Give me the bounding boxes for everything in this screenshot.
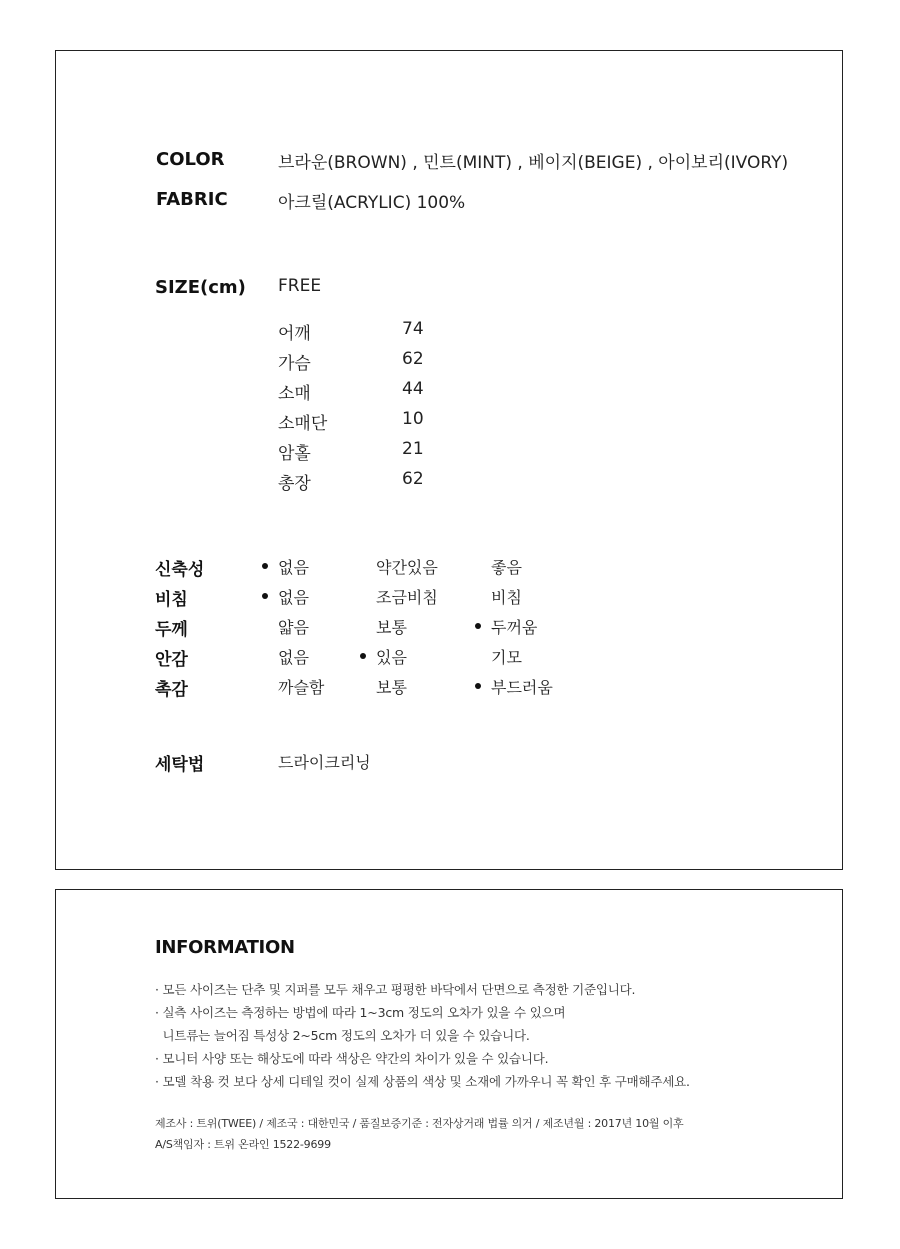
measurement-value: 62 bbox=[402, 349, 424, 369]
measurement-name: 암홀 bbox=[278, 444, 311, 464]
measurement-name: 어깨 bbox=[278, 324, 311, 344]
property-option: 없음 bbox=[278, 588, 309, 607]
info-line: · 모델 착용 컷 보다 상세 디테일 컷이 실제 상품의 색상 및 소재에 가까우니 꼭 확인 후 구매해주세요. bbox=[155, 1074, 690, 1089]
size-label: SIZE(cm) bbox=[155, 277, 246, 298]
as-contact-info: A/S책임자 : 트위 온라인 1522-9699 bbox=[155, 1138, 331, 1151]
property-option: 없음 bbox=[278, 558, 309, 577]
property-label-thickness: 두께 bbox=[155, 620, 188, 640]
property-option: 까슬함 bbox=[278, 678, 325, 697]
selected-dot-icon bbox=[475, 623, 481, 629]
fabric-label: FABRIC bbox=[156, 189, 228, 210]
information-title: INFORMATION bbox=[155, 937, 295, 958]
property-label-lining: 안감 bbox=[155, 650, 188, 670]
measurement-name: 소매단 bbox=[278, 414, 328, 434]
measurement-name: 가슴 bbox=[278, 354, 311, 374]
size-value: FREE bbox=[278, 276, 322, 296]
property-option: 비침 bbox=[491, 588, 522, 607]
property-option: 두꺼움 bbox=[491, 618, 538, 637]
measurement-value: 62 bbox=[402, 469, 424, 489]
color-value: 브라운(BROWN) , 민트(MINT) , 베이지(BEIGE) , 아이보리(IVORY) bbox=[278, 153, 789, 173]
info-line: · 실측 사이즈는 측정하는 방법에 따라 1~3cm 정도의 오차가 있을 수 있으며 bbox=[155, 1005, 566, 1020]
property-label-elasticity: 신축성 bbox=[155, 560, 205, 580]
property-option: 부드러움 bbox=[491, 678, 553, 697]
property-label-texture: 촉감 bbox=[155, 680, 188, 700]
information-panel bbox=[55, 889, 843, 1199]
wash-label: 세탁법 bbox=[155, 755, 205, 775]
measurement-value: 44 bbox=[402, 379, 424, 399]
property-option: 조금비침 bbox=[376, 588, 438, 607]
fabric-value: 아크릴(ACRYLIC) 100% bbox=[278, 193, 466, 213]
spec-panel bbox=[55, 50, 843, 870]
property-option: 얇음 bbox=[278, 618, 309, 637]
selected-dot-icon bbox=[360, 653, 366, 659]
property-option: 좋음 bbox=[491, 558, 522, 577]
info-line: · 모니터 사양 또는 해상도에 따라 색상은 약간의 차이가 있을 수 있습니다. bbox=[155, 1051, 549, 1066]
property-option: 기모 bbox=[491, 648, 522, 667]
property-option: 없음 bbox=[278, 648, 309, 667]
property-option: 보통 bbox=[376, 678, 407, 697]
measurement-name: 총장 bbox=[278, 474, 311, 494]
selected-dot-icon bbox=[262, 563, 268, 569]
measurement-value: 10 bbox=[402, 409, 424, 429]
measurement-value: 21 bbox=[402, 439, 424, 459]
property-label-transparency: 비침 bbox=[155, 590, 188, 610]
measurement-value: 74 bbox=[402, 319, 424, 339]
color-label: COLOR bbox=[156, 149, 225, 170]
selected-dot-icon bbox=[262, 593, 268, 599]
info-line: · 모든 사이즈는 단추 및 지퍼를 모두 채우고 평평한 바닥에서 단면으로 측정한 기준입니다. bbox=[155, 982, 636, 997]
property-option: 있음 bbox=[376, 648, 407, 667]
manufacturer-info: 제조사 : 트위(TWEE) / 제조국 : 대한민국 / 품질보증기준 : 전자상거래 법률 의거 / 제조년월 : 2017년 10월 이후 bbox=[155, 1117, 684, 1130]
property-option: 보통 bbox=[376, 618, 407, 637]
wash-value: 드라이크리닝 bbox=[278, 753, 371, 772]
measurement-name: 소매 bbox=[278, 384, 311, 404]
selected-dot-icon bbox=[475, 683, 481, 689]
property-option: 약간있음 bbox=[376, 558, 438, 577]
info-line: 니트류는 늘어짐 특성상 2~5cm 정도의 오차가 더 있을 수 있습니다. bbox=[155, 1028, 530, 1043]
